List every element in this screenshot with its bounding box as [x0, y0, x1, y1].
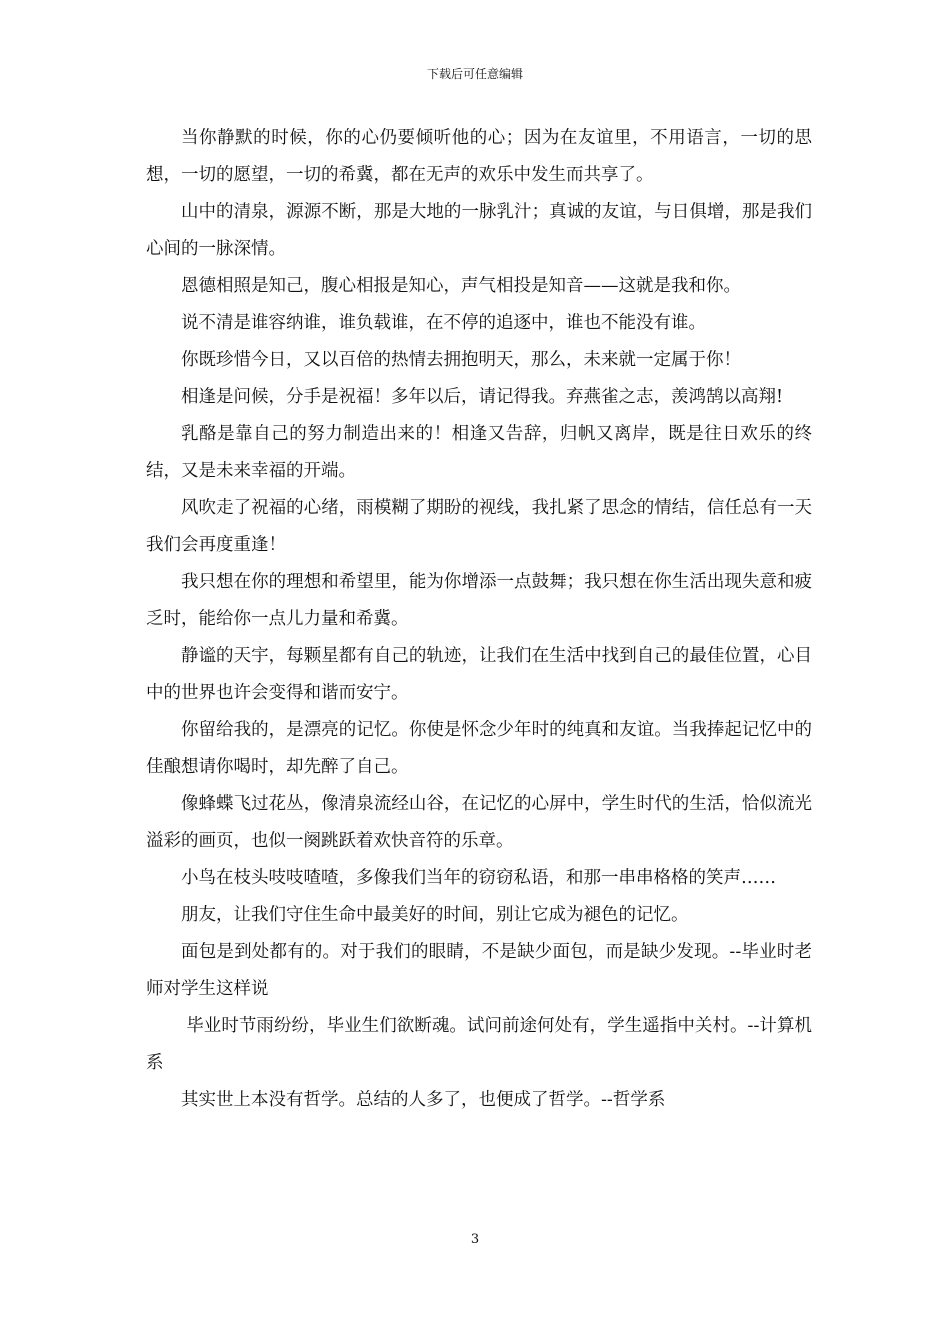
paragraph-8: 风吹走了祝福的心绪，雨模糊了期盼的视线，我扎紧了思念的情结，信任总有一天我们会再度重逢！: [146, 498, 812, 555]
paragraph-17: 其实世上本没有哲学。总结的人多了，也便成了哲学。--哲学系: [181, 1090, 666, 1110]
paragraph-4: 说不清是谁容纳谁，谁负载谁，在不停的追逐中，谁也不能没有谁。: [181, 313, 706, 333]
paragraph-3: 恩德相照是知己，腹心相报是知心，声气相投是知音——这就是我和你。: [181, 276, 741, 296]
paragraph-7: 乳酪是靠自己的努力制造出来的！相逢又告辞，归帆又离岸，既是往日欢乐的终结，又是未来幸福的开端。: [146, 424, 812, 481]
paragraph-1: 当你静默的时候，你的心仍要倾听他的心；因为在友谊里，不用语言，一切的思想，一切的愿望，一切的希冀，都在无声的欢乐中发生而共享了。: [146, 128, 812, 185]
paragraph-12: 像蜂蝶飞过花丛，像清泉流经山谷，在记忆的心屏中，学生时代的生活，恰似流光溢彩的画页，也似一阕跳跃着欢快音符的乐章。: [146, 794, 812, 851]
paragraph-9: 我只想在你的理想和希望里，能为你增添一点鼓舞；我只想在你生活出现失意和疲乏时，能给你一点儿力量和希冀。: [146, 572, 812, 629]
paragraph-11: 你留给我的，是漂亮的记忆。你使是怀念少年时的纯真和友谊。当我捧起记忆中的佳酿想请你喝时，却先醉了自己。: [146, 720, 812, 777]
paragraph-10: 静谧的天宇，每颗星都有自己的轨迹，让我们在生活中找到自己的最佳位置，心目中的世界也许会变得和谐而安宁。: [146, 646, 812, 703]
paragraph-2: 山中的清泉，源源不断，那是大地的一脉乳汁；真诚的友谊，与日俱增，那是我们心间的一脉深情。: [146, 202, 812, 259]
paragraph-5: 你既珍惜今日，又以百倍的热情去拥抱明天，那么，未来就一定属于你！: [181, 350, 741, 370]
paragraph-13: 小鸟在枝头吱吱喳喳，多像我们当年的窃窃私语，和那一串串格格的笑声……: [181, 868, 776, 888]
document-body: [146, 120, 812, 1119]
paragraph-14: 朋友，让我们守住生命中最美好的时间，别让它成为褪色的记忆。: [181, 905, 689, 925]
page-header: 下载后可任意编辑: [426, 67, 523, 81]
paragraph-6: 相逢是问候，分手是祝福！多年以后，请记得我。弃燕雀之志，羡鸿鹄以高翔!: [181, 387, 784, 407]
page-number: 3: [470, 1232, 480, 1247]
paragraph-15: 面包是到处都有的。对于我们的眼睛，不是缺少面包，而是缺少发现。--毕业时老师对学生这样说: [146, 942, 812, 999]
paragraph-16: 毕业时节雨纷纷，毕业生们欲断魂。试问前途何处有，学生遥指中关村。--计算机系: [146, 1016, 812, 1073]
